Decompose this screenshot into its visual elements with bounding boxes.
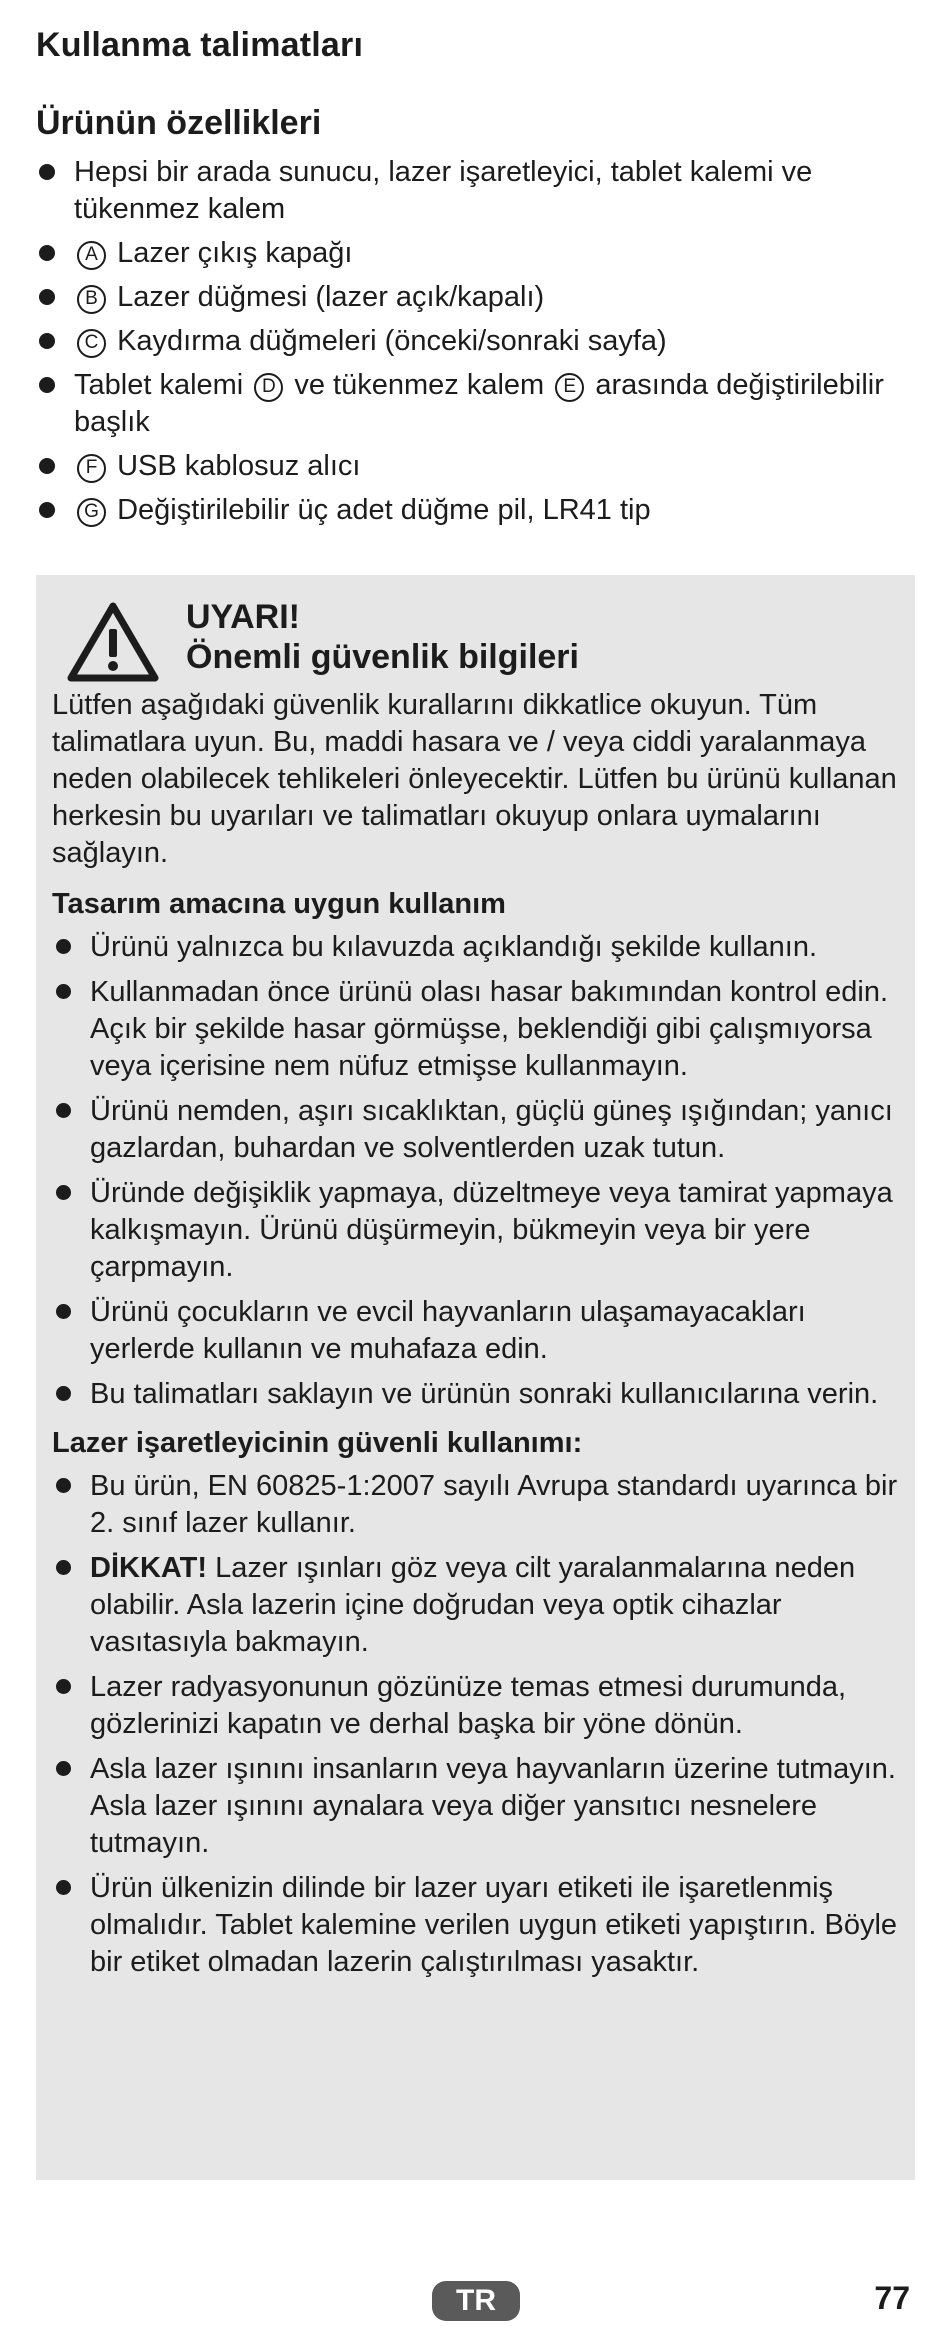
list-item: Ürün ülkenizin dilinde bir lazer uyarı etiketi ile işaretlenmiş olmalıdır. Tablet kalemine verilen uygun etiketi yapıştırın. Böyle bir etiket olmadan lazerin çalıştırılması yasaktır.	[52, 1870, 908, 1981]
warning-intro: Lütfen aşağıdaki güvenlik kurallarını dikkatlice okuyun. Tüm talimatlara uyun. Bu, maddi hasara ve / veya ciddi yaralanmaya neden olabilecek tehlikeleri önleyecektir. Lütfen bu ürünü kullanan herkesin bu uyarıları ve talimatları okuyup onlara uymalarını sağlayın.	[52, 689, 897, 869]
feature-item	[36, 448, 916, 485]
warning-title-line2: Önemli güvenlik bilgileri	[186, 638, 579, 676]
list-item: Kullanmadan önce ürünü olası hasar bakımından kontrol edin. Açık bir şekilde hasar görmüşse, beklendiği gibi çalışmıyorsa veya içerisine nem nüfuz etmişse kullanmayın.	[52, 974, 908, 1085]
list-item: Üründe değişiklik yapmaya, düzeltmeye veya tamirat yapmaya kalkışmayın. Ürünü düşürmeyin, bükmeyin veya bir yere çarpmayın.	[52, 1175, 908, 1286]
page-title: Kullanma talimatları	[36, 26, 364, 64]
warning-box	[36, 575, 915, 2180]
list-item: Ürünü çocukların ve evcil hayvanların ulaşamayacakları yerlerde kullanın ve muhafaza edin.	[52, 1294, 908, 1368]
list-item: Ürünü nemden, aşırı sıcaklıktan, güçlü güneş ışığından; yanıcı gazlardan, buhardan ve solventlerden uzak tutun.	[52, 1093, 908, 1167]
section-heading-laser-safety: Lazer işaretleyicinin güvenli kullanımı:	[52, 1427, 583, 1459]
circled-letter-d: D	[254, 373, 283, 402]
circled-letter-f: F	[77, 454, 106, 483]
feature-text: Hepsi bir arada sunucu, lazer işaretleyici, tablet kalemi ve tükenmez kalem	[74, 156, 813, 225]
caution-label: DİKKAT!	[90, 1552, 208, 1584]
feature-text: USB kablosuz alıcı	[117, 450, 361, 482]
circled-letter-g: G	[77, 498, 106, 527]
feature-item	[36, 492, 916, 529]
list-item: Bu ürün, EN 60825-1:2007 sayılı Avrupa standardı uyarınca bir 2. sınıf lazer kullanır.	[52, 1468, 908, 1542]
warning-body	[52, 687, 908, 1993]
feature-item	[36, 154, 916, 228]
list-item: Asla lazer ışınını insanların veya hayvanların üzerine tutmayın. Asla lazer ışınını aynalara veya diğer yansıtıcı nesnelere tutmayın.	[52, 1751, 908, 1862]
feature-text: Kaydırma düğmeleri (önceki/sonraki sayfa)	[117, 325, 667, 357]
circled-letter-a: A	[77, 241, 106, 270]
feature-text: Tablet kalemi	[74, 369, 244, 401]
language-badge: TR	[432, 2281, 520, 2321]
feature-text: Lazer düğmesi (lazer açık/kapalı)	[117, 281, 545, 313]
page-number: 77	[874, 2280, 910, 2316]
list-item: Ürünü yalnızca bu kılavuzda açıklandığı şekilde kullanın.	[52, 929, 908, 966]
warning-triangle-icon	[66, 601, 160, 683]
list-item	[52, 1550, 908, 1661]
feature-list	[36, 154, 916, 536]
list-item-text: Lazer ışınları göz veya cilt yaralanmalarına neden olabilir. Asla lazerin içine doğrudan veya optik cihazlar vasıtasıyla bakmayın.	[90, 1552, 856, 1658]
intended-use-list	[52, 929, 908, 1413]
section-heading-intended-use: Tasarım amacına uygun kullanım	[52, 888, 506, 920]
feature-text: ve tükenmez kalem	[294, 369, 545, 401]
feature-text: Lazer çıkış kapağı	[117, 237, 353, 269]
feature-item	[36, 323, 916, 360]
warning-title-line1: UYARI!	[186, 598, 300, 636]
feature-item	[36, 367, 916, 441]
feature-text: Değiştirilebilir üç adet düğme pil, LR41 tip	[117, 494, 651, 526]
laser-safety-list	[52, 1468, 908, 1981]
feature-text: arasında değiştirilebilir başlık	[74, 369, 884, 438]
list-item: Lazer radyasyonunun gözünüze temas etmesi durumunda, gözlerinizi kapatın ve derhal başka bir yöne dönün.	[52, 1669, 908, 1743]
feature-item	[36, 235, 916, 272]
list-item: Bu talimatları saklayın ve ürünün sonraki kullanıcılarına verin.	[52, 1376, 908, 1413]
circled-letter-c: C	[77, 329, 106, 358]
warning-title	[186, 597, 579, 677]
features-heading: Ürünün özellikleri	[36, 104, 322, 142]
circled-letter-b: B	[77, 285, 106, 314]
feature-item	[36, 279, 916, 316]
circled-letter-e: E	[555, 373, 584, 402]
